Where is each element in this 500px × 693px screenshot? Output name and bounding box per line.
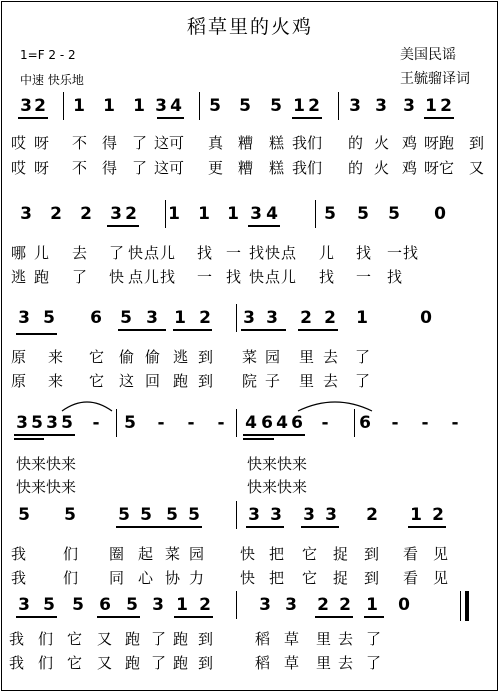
note: 1	[293, 96, 305, 116]
eighth-beam	[173, 329, 212, 331]
eighth-beam	[18, 117, 48, 119]
note: 3	[243, 308, 255, 328]
note: 5	[188, 505, 200, 525]
lyric-char: 园	[264, 348, 280, 366]
note: 5	[118, 505, 130, 525]
lyric-char: 得	[101, 159, 117, 177]
lyric-char: 草	[283, 654, 299, 672]
lyric-char: 心	[137, 569, 153, 587]
note: 5	[124, 413, 136, 433]
note: 3	[303, 505, 315, 525]
lyric-char: 火	[373, 159, 389, 177]
eighth-beam	[248, 225, 280, 227]
lyric-char: 院	[241, 372, 257, 390]
lyric-char: 里	[315, 654, 331, 672]
lyric-char: 了	[365, 654, 381, 672]
lyric-char: 快	[239, 545, 255, 563]
lyric-char: 跑	[124, 654, 140, 672]
lyric-char: 鸡	[401, 134, 417, 152]
eighth-beam	[246, 526, 284, 528]
note: 5	[270, 96, 282, 116]
note: 0	[398, 595, 410, 615]
lyric-char: 糟	[237, 159, 253, 177]
lyric-char: 跑	[438, 134, 454, 152]
lyric-char: 又	[96, 654, 112, 672]
lyric-char: 得	[101, 134, 117, 152]
lyric-char: 一	[386, 244, 402, 262]
lyric-char: 它	[66, 630, 82, 648]
note: 1	[410, 505, 422, 525]
lyric-char: 到	[468, 134, 484, 152]
eighth-beam	[315, 616, 353, 618]
note: -	[217, 413, 225, 433]
lyric-char: 儿	[280, 268, 296, 286]
lyric-char: 找	[386, 268, 402, 286]
note: 5	[209, 96, 221, 116]
sixteenth-beam	[16, 333, 57, 335]
note: 3	[325, 505, 337, 525]
barline	[165, 200, 166, 228]
lyric-char: 糕	[268, 134, 284, 152]
lyric-char: 快	[248, 268, 264, 286]
lyric-char: 快	[108, 268, 124, 286]
note: 2	[199, 595, 211, 615]
barline	[354, 409, 355, 437]
note: 2	[366, 505, 378, 525]
note: 6	[291, 413, 303, 433]
lyric-char: 真	[207, 134, 223, 152]
sixteenth-beam	[14, 438, 44, 440]
lyric-char: 我	[291, 159, 307, 177]
eighth-beam	[14, 434, 75, 436]
eighth-beam	[97, 616, 140, 618]
note: 5	[239, 96, 251, 116]
lyric-char: 原	[10, 348, 26, 366]
note: 2	[317, 595, 329, 615]
lyric-char: 跑	[124, 630, 140, 648]
note: 3	[248, 505, 260, 525]
note: 5	[64, 505, 76, 525]
lyric-char: 火	[373, 134, 389, 152]
note: 1	[73, 96, 85, 116]
note: 4	[266, 204, 278, 224]
note: 3	[266, 308, 278, 328]
lyric-char: 儿	[318, 244, 334, 262]
lyric-line: 快来快来	[247, 455, 308, 473]
lyric-char: 哎	[10, 134, 26, 152]
note: 6	[359, 413, 371, 433]
lyric-char: 回	[144, 372, 160, 390]
note: 1	[198, 204, 210, 224]
lyric-char: 起	[137, 545, 153, 563]
lyric-char: 哎	[10, 159, 26, 177]
lyric-char: 它	[88, 348, 104, 366]
lyric-char: 把	[268, 545, 284, 563]
lyric-char: 点	[280, 244, 296, 262]
lyric-char: 见	[432, 569, 448, 587]
note: 6	[261, 413, 273, 433]
note: 5	[140, 505, 152, 525]
lyric-char: 去	[322, 372, 338, 390]
lyric-char: 去	[322, 348, 338, 366]
lyric-char: 它	[301, 569, 317, 587]
lyric-char: 我	[8, 654, 24, 672]
barline	[199, 92, 200, 120]
lyric-char: 偷	[144, 348, 160, 366]
note: 5	[72, 595, 84, 615]
lyric-char: 点	[127, 268, 143, 286]
lyric-char: 点	[143, 244, 159, 262]
key-signature: 1=F 2 - 2	[20, 48, 76, 62]
note: 2	[324, 308, 336, 328]
lyric-char: 们	[62, 545, 78, 563]
lyric-char: 找	[248, 244, 264, 262]
note: 1	[227, 204, 239, 224]
note: 3	[110, 204, 122, 224]
lyric-char: 它	[88, 372, 104, 390]
lyric-char: 一	[355, 268, 371, 286]
lyric-char: 去	[337, 630, 353, 648]
lyric-char: 们	[37, 654, 53, 672]
eighth-beam	[174, 616, 213, 618]
lyric-char: 一	[225, 244, 241, 262]
note: 1	[425, 96, 437, 116]
eighth-beam	[116, 526, 202, 528]
lyric-char: 了	[354, 372, 370, 390]
lyric-char: 鸡	[401, 159, 417, 177]
lyric-char: 到	[363, 569, 379, 587]
lyric-char: 这	[118, 372, 134, 390]
note: 6	[90, 308, 102, 328]
lyric-char: 捉	[332, 569, 348, 587]
lyric-char: 呀	[423, 159, 439, 177]
lyric-char: 逃	[172, 348, 188, 366]
note: 3	[403, 96, 415, 116]
lyric-char: 了	[354, 348, 370, 366]
note: 0	[420, 308, 432, 328]
note: 3	[16, 413, 28, 433]
sixteenth-beam	[243, 438, 274, 440]
lyric-char: 这	[153, 134, 169, 152]
note: 5	[357, 204, 369, 224]
lyric-char: 可	[168, 159, 184, 177]
lyric-char: 找	[196, 244, 212, 262]
barline	[236, 591, 237, 619]
song-title: 稻草里的火鸡	[186, 16, 313, 38]
note: 5	[388, 204, 400, 224]
lyric-char: 呀	[33, 159, 49, 177]
tie-slur	[298, 399, 372, 413]
note: 5	[126, 595, 138, 615]
lyric-char: 菜	[164, 545, 180, 563]
note: 3	[152, 595, 164, 615]
note: 4	[276, 413, 288, 433]
note: 5	[324, 204, 336, 224]
note: 3	[349, 96, 361, 116]
lyric-char: 的	[347, 159, 363, 177]
note: -	[451, 413, 459, 433]
lyric-char: 去	[71, 244, 87, 262]
barline	[338, 92, 339, 120]
eighth-beam	[157, 117, 184, 119]
note: 5	[43, 308, 55, 328]
note: 2	[339, 595, 351, 615]
lyric-char: 了	[365, 630, 381, 648]
note: -	[321, 413, 329, 433]
note: 1	[168, 204, 180, 224]
note: 1	[366, 595, 378, 615]
barline	[236, 409, 237, 437]
lyric-char: 更	[207, 159, 223, 177]
lyric-char: 又	[96, 630, 112, 648]
lyric-char: 呀	[423, 134, 439, 152]
note: 3	[155, 96, 167, 116]
lyric-char: 来	[47, 348, 63, 366]
final-barline-thick	[465, 591, 469, 621]
note: 5	[31, 413, 43, 433]
note: 5	[43, 595, 55, 615]
note: 1	[103, 96, 115, 116]
lyric-char: 见	[432, 545, 448, 563]
note: 2	[80, 204, 92, 224]
note: 5	[120, 308, 132, 328]
lyric-char: 了	[131, 134, 147, 152]
lyric-char: 点	[264, 268, 280, 286]
lyric-char: 捉	[332, 545, 348, 563]
note: 3	[285, 595, 297, 615]
lyric-char: 去	[337, 654, 353, 672]
lyric-char: 快	[239, 569, 255, 587]
lyric-char: 看	[402, 569, 418, 587]
note: 3	[250, 204, 262, 224]
eighth-beam	[241, 329, 286, 331]
lyric-char: 们	[306, 159, 322, 177]
lyric-char: 到	[197, 372, 213, 390]
lyric-char: 到	[197, 348, 213, 366]
lyric-char: 到	[197, 630, 213, 648]
lyric-char: 它	[301, 545, 317, 563]
lyric-char: 一	[196, 268, 212, 286]
lyric-char: 糕	[268, 159, 284, 177]
lyric-char: 里	[298, 348, 314, 366]
lyric-char: 它	[438, 159, 454, 177]
lyric-char: 到	[197, 654, 213, 672]
barline	[236, 501, 237, 529]
lyric-char: 儿	[33, 244, 49, 262]
lyric-char: 跑	[33, 268, 49, 286]
lyric-char: 菜	[241, 348, 257, 366]
lyric-char: 我	[10, 545, 26, 563]
note: 3	[20, 204, 32, 224]
eighth-beam	[301, 526, 339, 528]
lyric-char: 哪	[10, 244, 26, 262]
lyric-char: 稻	[254, 654, 270, 672]
lyric-char: 了	[108, 244, 124, 262]
lyric-char: 里	[315, 630, 331, 648]
lyric-char: 们	[37, 630, 53, 648]
note: 3	[270, 505, 282, 525]
note: 2	[34, 96, 46, 116]
lyric-char: 不	[71, 159, 87, 177]
lyric-char: 来	[47, 372, 63, 390]
lyric-char: 的	[347, 134, 363, 152]
note: 3	[146, 308, 158, 328]
lyric-char: 草	[283, 630, 299, 648]
lyric-line: 快来快来	[16, 455, 77, 473]
lyric-char: 找	[225, 268, 241, 286]
note: 1	[176, 595, 188, 615]
note: 2	[432, 505, 444, 525]
note: 3	[46, 413, 58, 433]
lyric-char: 不	[71, 134, 87, 152]
eighth-beam	[16, 616, 57, 618]
final-barline-thin	[460, 591, 461, 621]
barline	[236, 304, 237, 332]
lyric-char: 协	[164, 569, 180, 587]
lyric-char: 们	[306, 134, 322, 152]
note: 3	[375, 96, 387, 116]
lyric-char: 偷	[118, 348, 134, 366]
note: -	[187, 413, 195, 433]
lyric-char: 跑	[172, 630, 188, 648]
lyric-char: 快	[264, 244, 280, 262]
eighth-beam	[408, 526, 446, 528]
lyric-char: 我	[8, 630, 24, 648]
lyric-char: 子	[264, 372, 280, 390]
barline	[315, 200, 316, 228]
barline	[63, 92, 64, 120]
lyric-char: 看	[402, 545, 418, 563]
note: 3	[20, 96, 32, 116]
eighth-beam	[243, 434, 305, 436]
note: 5	[61, 413, 73, 433]
lyric-char: 它	[66, 654, 82, 672]
lyric-char: 我	[10, 569, 26, 587]
eighth-beam	[118, 329, 166, 331]
note: -	[391, 413, 399, 433]
lyric-char: 们	[62, 569, 78, 587]
lyric-char: 可	[168, 134, 184, 152]
lyric-line: 快来快来	[16, 478, 77, 496]
note: -	[421, 413, 429, 433]
eighth-beam	[298, 329, 338, 331]
note: -	[157, 413, 165, 433]
note: 3	[259, 595, 271, 615]
lyric-char: 到	[363, 545, 379, 563]
lyric-char: 稻	[254, 630, 270, 648]
eighth-beam	[292, 117, 322, 119]
note: 5	[18, 505, 30, 525]
note: 1	[174, 308, 186, 328]
lyric-char: 我	[291, 134, 307, 152]
note: 2	[125, 204, 137, 224]
lyric-char: 这	[153, 159, 169, 177]
lyric-char: 原	[10, 372, 26, 390]
note: 2	[199, 308, 211, 328]
note: 0	[434, 204, 446, 224]
lyric-char: 又	[468, 159, 484, 177]
lyric-char: 快	[127, 244, 143, 262]
note: 3	[18, 595, 30, 615]
lyric-char: 圈	[108, 545, 124, 563]
note: 2	[308, 96, 320, 116]
lyric-char: 力	[188, 569, 204, 587]
note: 1	[356, 308, 368, 328]
lyric-char: 找	[402, 244, 418, 262]
note: 1	[133, 96, 145, 116]
note: 4	[245, 413, 257, 433]
note: 2	[300, 308, 312, 328]
lyric-char: 儿	[159, 244, 175, 262]
lyric-char: 找	[355, 244, 371, 262]
lyric-char: 了	[131, 159, 147, 177]
lyric-char: 儿	[143, 268, 159, 286]
lyric-char: 了	[150, 630, 166, 648]
lyric-line: 快来快来	[247, 478, 308, 496]
note: 6	[99, 595, 111, 615]
lyric-char: 了	[150, 654, 166, 672]
note: -	[92, 413, 100, 433]
note: 2	[50, 204, 62, 224]
lyric-char: 找	[318, 268, 334, 286]
lyric-char: 同	[108, 569, 124, 587]
eighth-beam	[107, 225, 139, 227]
tie-slur	[62, 399, 112, 413]
lyric-char: 糟	[237, 134, 253, 152]
translator-credit: 王毓骝译词	[400, 71, 470, 87]
lyric-char: 里	[298, 372, 314, 390]
lyric-char: 跑	[172, 654, 188, 672]
lyric-char: 把	[268, 569, 284, 587]
lyric-char: 了	[71, 268, 87, 286]
note: 3	[18, 308, 30, 328]
eighth-beam	[364, 616, 384, 618]
note: 4	[170, 96, 182, 116]
origin-credit: 美国民谣	[400, 47, 456, 63]
lyric-char: 找	[159, 268, 175, 286]
barline	[116, 409, 117, 437]
tempo-marking: 中速 快乐地	[20, 73, 84, 87]
lyric-char: 呀	[33, 134, 49, 152]
note: 2	[440, 96, 452, 116]
lyric-char: 逃	[10, 268, 26, 286]
note: 5	[166, 505, 178, 525]
lyric-char: 园	[188, 545, 204, 563]
eighth-beam	[424, 117, 454, 119]
lyric-char: 跑	[172, 372, 188, 390]
